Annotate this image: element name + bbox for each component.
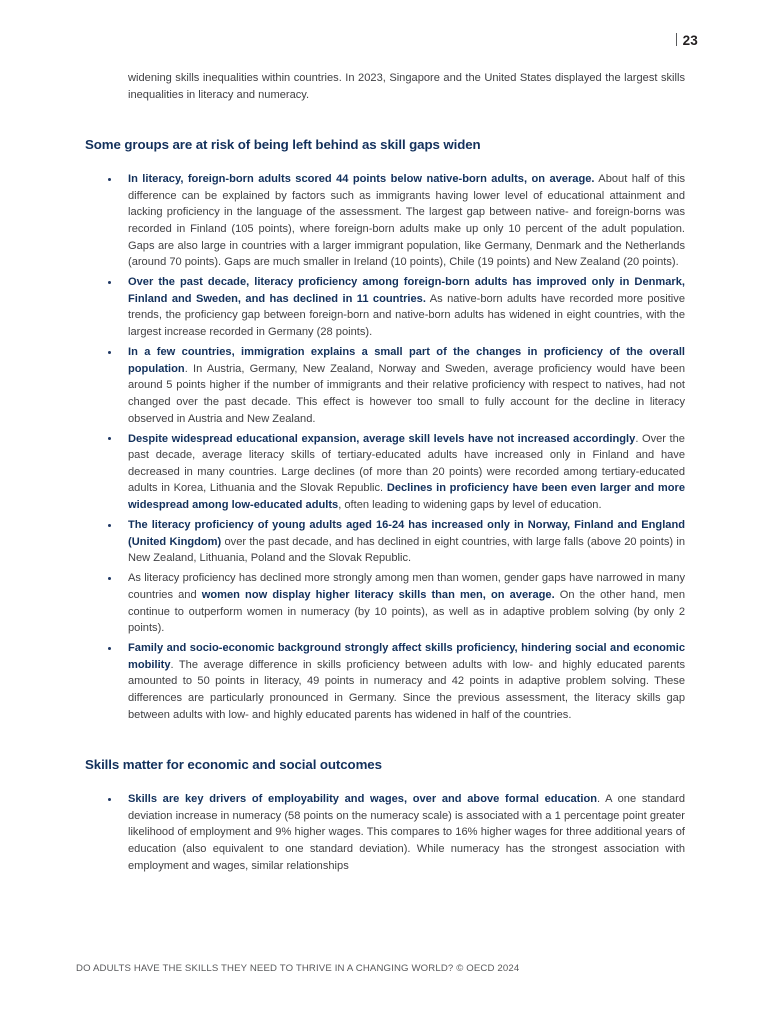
page-footer: DO ADULTS HAVE THE SKILLS THEY NEED TO THRIVE IN A CHANGING WORLD? © OECD 2024 xyxy=(76,963,520,974)
bullet-bold-lead: Skills are key drivers of employability and wages, over and above formal education xyxy=(128,793,597,806)
bullet-tail: , often leading to widening gaps by level of education. xyxy=(338,498,602,511)
bullet-bold-lead: The literacy proficiency of young adults aged 16-24 has increased only in Norway, Finland and England (United Kingdom) xyxy=(128,519,685,548)
bullet-tail: On the other hand, men continue to outperform women in numeracy (by 10 points), as well as in adaptive problem solving (by only 2 points). xyxy=(128,588,685,635)
list-item xyxy=(108,274,685,340)
list-item xyxy=(108,431,685,514)
section-heading-2: Skills matter for economic and social outcomes xyxy=(85,757,382,773)
bullet-bold-lead: In literacy, foreign-born adults scored 44 points below native-born adults, on average. xyxy=(128,173,595,186)
bullet-bold-mid: women now display higher literacy skills than men, on average. xyxy=(201,588,555,601)
list-item xyxy=(108,517,685,567)
bullet-list-2 xyxy=(108,791,685,874)
bullet-body: . A one standard deviation increase in numeracy (58 points on the numeracy scale) is associated with a 1 percentage point greater likelihood of employment and 9% higher wages. This compares to 16% higher wages for three additional years of education (also equivalent to one standard deviation). While numeracy has the strongest association with employment and wages, similar relationships xyxy=(128,793,685,872)
bullet-body: . The average difference in skills proficiency between adults with low- and highly educated parents amounted to 50 points in literacy, 49 points in numeracy and 42 points in adaptive problem solving. These differences are particularly pronounced in Germany. Since the previous assessment, the literacy skills gap between adults with low- and highly educated parents has widened in half of the countries. xyxy=(128,658,685,721)
bullet-plain-lead: As literacy proficiency has declined more strongly among men than women, gender gaps have narrowed in many countries and xyxy=(128,572,685,601)
bullet-list-1 xyxy=(108,171,685,723)
bullet-bold-lead: In a few countries, immigration explains a small part of the changes in proficiency of the overall population xyxy=(128,346,685,375)
bullet-body: . Over the past decade, average literacy skills of tertiary-educated adults have increased only in Finland and have decreased in many countries. Large declines (of more than 20 points) were recorded among tertiary-educated adults in Korea, Lithuania and the Slovak Republic. xyxy=(128,432,685,495)
bullet-body: As native-born adults have recorded more positive trends, the proficiency gap between foreign-born and native-born adults has widened in eight countries, with the largest increase recorded in Germany (28 points). xyxy=(128,292,685,339)
bullet-body: over the past decade, and has declined in eight countries, with large falls (above 20 points) in New Zealand, Lithuania, Poland and the Slovak Republic. xyxy=(128,535,685,565)
page-number: 23 xyxy=(682,33,698,48)
bullet-bold-lead: Over the past decade, literacy proficiency among foreign-born adults has improved only in Denmark, Finland and Sweden, and has declined in 11 countries. xyxy=(128,276,685,305)
bullet-bold-mid: Declines in proficiency have been even larger and more widespread among low-educated adults xyxy=(128,482,686,511)
bullet-body: About half of this difference can be explained by factors such as immigrants having lower level of educational attainment and lacking proficiency in the language of the assessment. The largest gap between native- and foreign-borns was recorded in Finland (105 points), where foreign-born adults make up only 10 percent of the adult population. Gaps are also large in countries with a larger immigrant population, like Germany, Denmark and the Netherlands (around 70 points). Gaps are much smaller in Ireland (10 points), Chile (19 points) and New Zealand (20 points). xyxy=(128,173,685,269)
bullet-body: . In Austria, Germany, New Zealand, Norway and Sweden, average proficiency would have been around 5 points higher if the number of immigrants and their relative proficiency with respect to natives, had not changed over the past decade. This effect is however too small to fully account for the decline in literacy observed in Austria and New Zealand. xyxy=(128,362,685,425)
section-heading-1: Some groups are at risk of being left behind as skill gaps widen xyxy=(85,137,481,153)
list-item xyxy=(108,344,685,427)
list-item xyxy=(108,791,685,874)
bullet-bold-lead: Despite widespread educational expansion, average skill levels have not increased accordingly xyxy=(128,432,636,445)
vertical-rule-icon xyxy=(676,33,677,46)
bullet-bold-lead: Family and socio-economic background strongly affect skills proficiency, hindering social and economic mobility xyxy=(128,642,685,671)
page-header xyxy=(676,32,698,48)
list-item xyxy=(108,171,685,271)
list-item xyxy=(108,570,685,636)
page-content xyxy=(85,70,685,878)
list-item xyxy=(108,640,685,723)
lead-paragraph: widening skills inequalities within countries. In 2023, Singapore and the United States displayed the largest skills inequalities in literacy and numeracy. xyxy=(128,72,685,101)
